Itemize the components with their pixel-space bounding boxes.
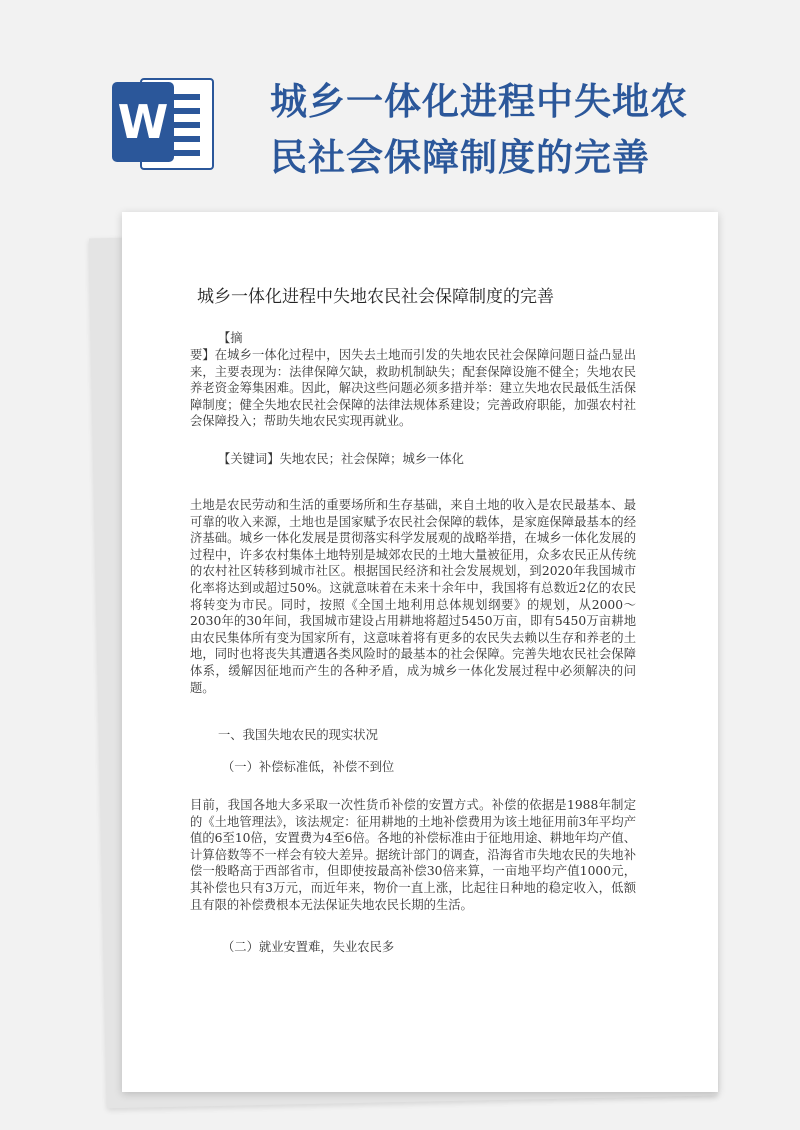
body-paragraph: 目前，我国各地大多采取一次性货币补偿的安置方式。补偿的依据是1988年制定的《土地管理法》，该法规定：征用耕地的土地补偿费用为该土地征用前3年平均产值的6至10倍，安置费为4至6倍。各地的补偿标准由于征地用途、耕地年均产值、计算倍数等不一样会有较大差异。据统计部门的调查，沿海省市失地农民的失地补偿一般略高于西部省市，但即使按最高补偿30倍来算，一亩地平均产值1000元，其补偿也只有3万元，而近年来，物价一直上涨，比起往日种地的稳定收入，低额且有限的补偿费根本无法保证失地农民长期的生活。 (190, 798, 636, 912)
subsection-heading: （一）补偿标准低，补偿不到位 (222, 760, 395, 774)
section-heading: 一、我国失地农民的现实状况 (218, 728, 378, 742)
subsection-heading: （二）就业安置难，失业农民多 (222, 940, 395, 954)
word-doc-icon (112, 72, 214, 172)
word-letter-badge: W (112, 82, 174, 162)
body-paragraph: 土地是农民劳动和生活的重要场所和生存基础，来自土地的收入是农民最基本、最可靠的收入来源，土地也是国家赋予农民社会保障的载体，是家庭保障最基本的经济基础。城乡一体化发展是贯彻落实科学发展观的战略举措，在城乡一体化发展的过程中，许多农村集体土地特别是城郊农民的土地大量被征用，众多农民正从传统的农村社区转移到城市社区。根据国民经济和社会发展规划，到2020年我国城市化率将达到或超过50%。这就意味着在未来十余年中，我国将有总数近2亿的农民将转变为市民。同时，按照《全国土地利用总体规划纲要》的规划，从2000～2030年的30年间，我国城市建设占用耕地将超过5450万亩，即有5450万亩耕地由农民集体所有变为国家所有，这意味着将有更多的农民失去赖以生存和养老的土地，同时也将丧失其遭遇各类风险时的最基本的社会保障。完善失地农民社会保障体系，缓解因征地而产生的各种矛盾，成为城乡一体化发展过程中必须解决的问题。 (190, 498, 636, 695)
document-header (0, 0, 800, 200)
page-title: 城乡一体化进程中失地农民社会保障制度的完善 (197, 287, 554, 307)
keywords-line: 【关键词】失地农民；社会保障；城乡一体化 (218, 452, 464, 466)
abstract-text: 要】在城乡一体化过程中，因失去土地而引发的失地农民社会保障问题日益凸显出来，主要表现为：法律保障欠缺，救助机制缺失；配套保障设施不健全；失地农民养老资金筹集困难。因此，解决这些问题必须多措并举：建立失地农民最低生活保障制度；健全失地农民社会保障的法律法规体系建设；完善政府职能，加强农村社会保障投入；帮助失地农民实现再就业。 (190, 348, 636, 429)
header-title: 城乡一体化进程中失地农民社会保障制度的完善 (270, 80, 688, 179)
abstract-label: 【摘 (218, 331, 243, 345)
